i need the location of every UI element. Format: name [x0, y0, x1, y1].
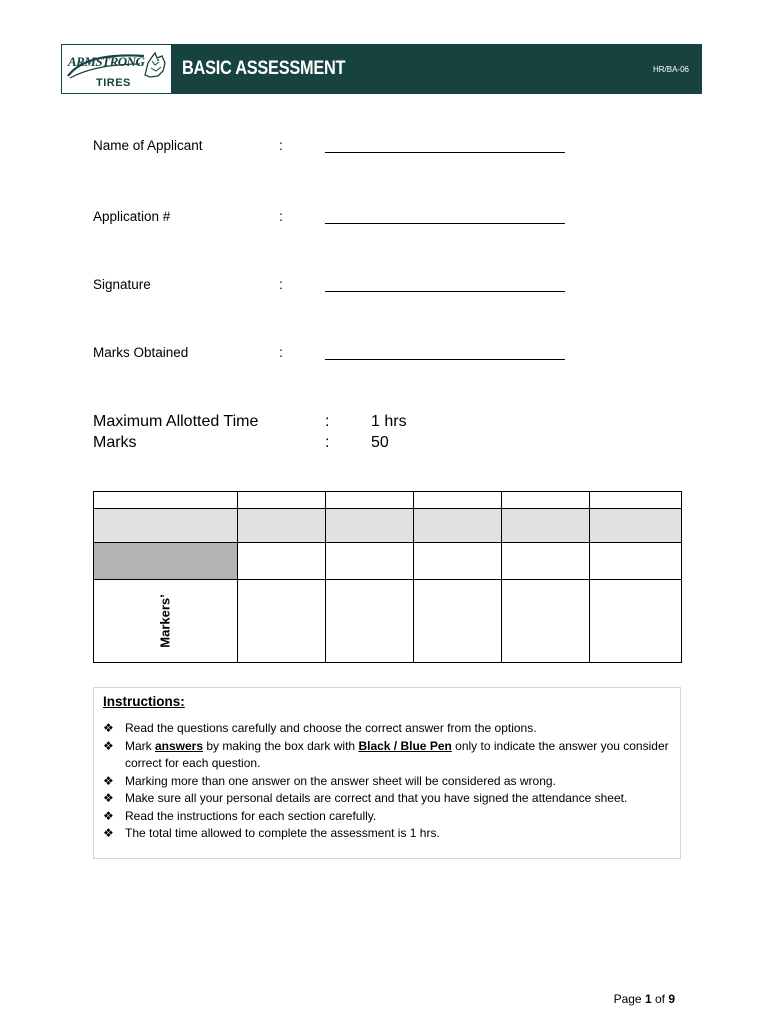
list-item [103, 738, 671, 773]
rhino-icon [142, 51, 168, 79]
instruction-emphasis: Black / Blue Pen [358, 738, 452, 753]
table-cell[interactable] [237, 580, 325, 663]
markers-label: Markers’ [157, 594, 173, 648]
diamond-bullet-icon: ❖ [103, 721, 114, 735]
field-label: Name of Applicant [93, 138, 203, 153]
summary-colon: : [325, 413, 330, 430]
current-page: 1 [644, 992, 652, 1006]
instructions-list [103, 720, 671, 843]
marks-table [93, 491, 682, 663]
list-item [103, 720, 671, 738]
field-label: Application # [93, 209, 171, 224]
signature-line[interactable] [325, 291, 565, 292]
summary-colon: : [325, 434, 330, 451]
page-word: Page [613, 992, 645, 1006]
table-cell [590, 509, 682, 543]
instruction-text: Read the instructions for each section carefully. [125, 808, 377, 823]
diamond-bullet-icon: ❖ [103, 738, 114, 753]
diamond-bullet-icon: ❖ [103, 808, 114, 823]
total-pages: 9 [668, 992, 675, 1006]
table-cell [325, 509, 414, 543]
instruction-text: The total time allowed to complete the assessment is 1 hrs. [125, 826, 440, 840]
summary-value: 1 hrs [371, 413, 407, 430]
table-cell [502, 492, 590, 509]
instruction-text: Marking more than one answer on the answer sheet will be considered as wrong. [125, 773, 556, 788]
list-item [103, 790, 671, 808]
page-number [614, 992, 675, 1006]
diamond-bullet-icon: ❖ [103, 791, 114, 805]
table-row [94, 543, 682, 580]
instruction-text-pre: Mark [125, 738, 155, 753]
table-cell[interactable] [325, 543, 414, 580]
instruction-text-post: only to indicate the answer you consider correct for each question. [125, 738, 669, 770]
field-label: Signature [93, 277, 151, 292]
table-cell [94, 492, 238, 509]
table-cell [502, 509, 590, 543]
instructions-box [93, 687, 681, 859]
diamond-bullet-icon: ❖ [103, 826, 114, 840]
field-colon: : [279, 138, 283, 153]
summary-label: Marks [93, 434, 137, 451]
field-colon: : [279, 209, 283, 224]
page-title: BASIC ASSESSMENT [182, 58, 346, 79]
table-row [94, 492, 682, 509]
shaded-cell [94, 543, 238, 580]
summary-value: 50 [371, 434, 389, 451]
table-cell[interactable] [325, 580, 414, 663]
name-of-applicant-line[interactable] [325, 152, 565, 153]
instruction-text: Read the questions carefully and choose the correct answer from the options. [125, 721, 537, 735]
instruction-emphasis: answers [155, 738, 204, 753]
field-colon: : [279, 345, 283, 360]
header-banner [61, 44, 702, 94]
field-colon: : [279, 277, 283, 292]
list-item [103, 825, 671, 843]
logo-wordmark: ARMSTRONG [68, 54, 145, 69]
table-cell[interactable] [502, 543, 590, 580]
list-item [103, 808, 671, 826]
instructions-title: Instructions: [103, 694, 185, 709]
table-cell [237, 509, 325, 543]
table-cell [237, 492, 325, 509]
summary-label: Maximum Allotted Time [93, 413, 259, 430]
table-cell[interactable] [237, 543, 325, 580]
table-cell[interactable] [590, 580, 682, 663]
table-cell [590, 492, 682, 509]
table-cell [414, 509, 502, 543]
logo-subtitle: TIRES [96, 77, 131, 89]
table-cell[interactable] [590, 543, 682, 580]
form-code: HR/BA-06 [652, 65, 689, 74]
marks-obtained-line[interactable] [325, 359, 565, 360]
company-logo [62, 45, 171, 93]
instruction-text: Make sure all your personal details are correct and that you have signed the attendance sheet. [125, 791, 628, 805]
application-number-line[interactable] [325, 223, 565, 224]
table-cell [325, 492, 414, 509]
table-cell [414, 492, 502, 509]
field-label: Marks Obtained [93, 345, 189, 360]
of-word: of [651, 992, 669, 1006]
table-cell[interactable] [414, 543, 502, 580]
table-row [94, 580, 682, 663]
table-row [94, 509, 682, 543]
markers-cell [94, 580, 238, 663]
list-item [103, 773, 671, 791]
table-cell [94, 509, 238, 543]
table-cell[interactable] [414, 580, 502, 663]
table-cell[interactable] [502, 580, 590, 663]
instruction-text-mid: by making the box dark with [203, 738, 359, 753]
diamond-bullet-icon: ❖ [103, 773, 114, 788]
